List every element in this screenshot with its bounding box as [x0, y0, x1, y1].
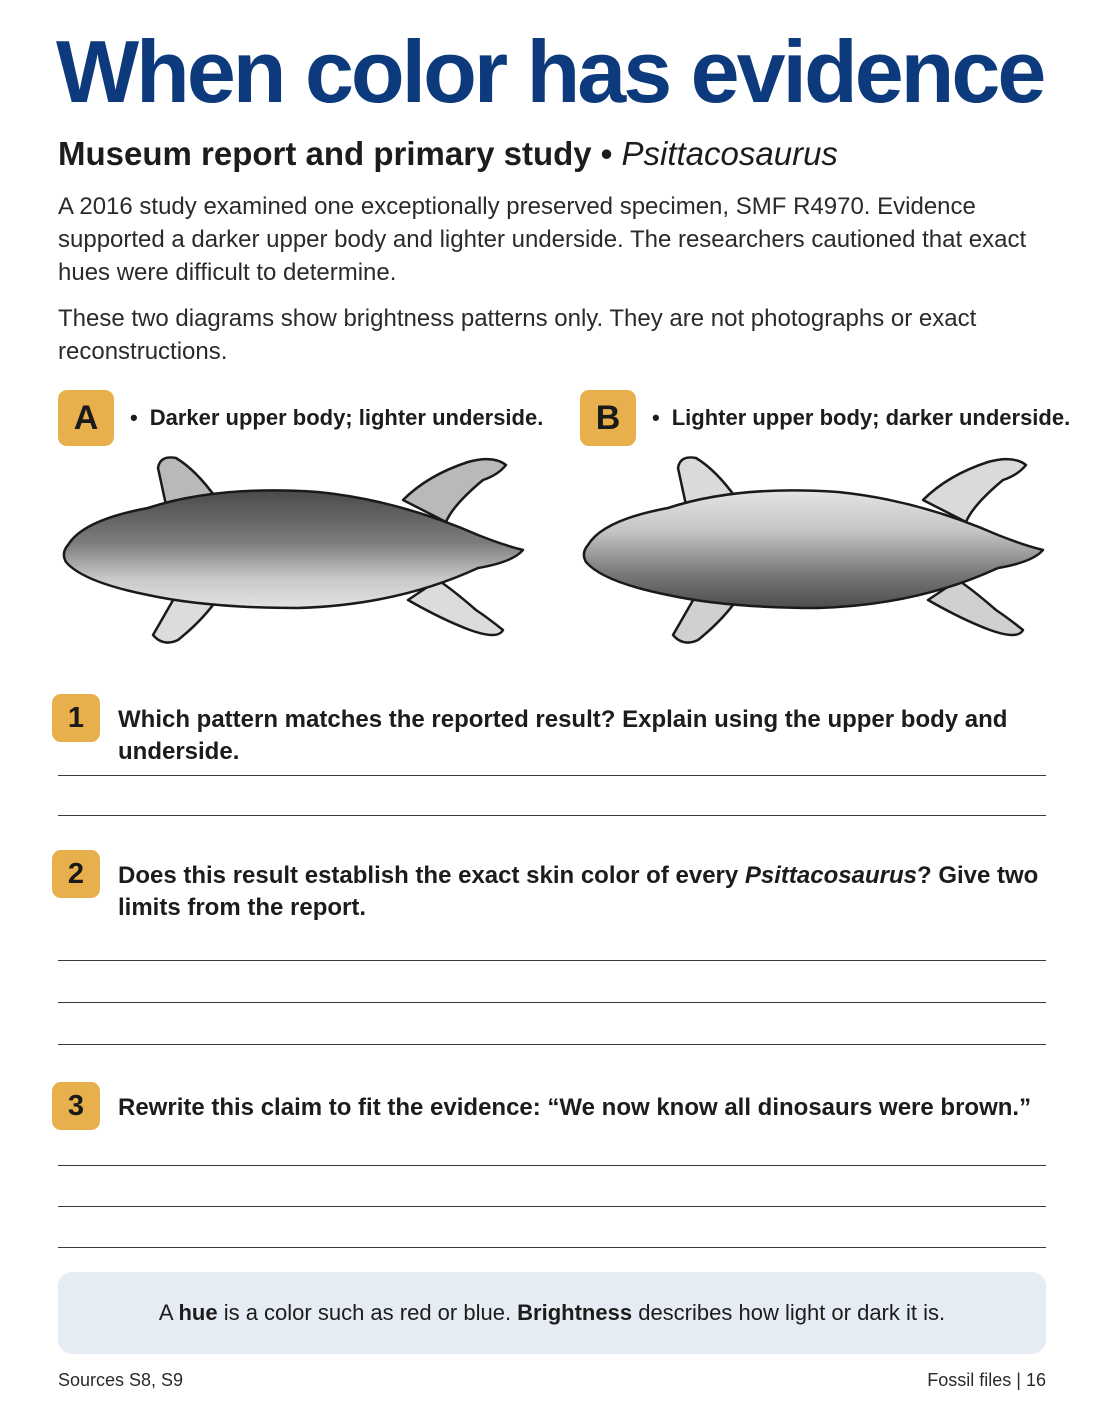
- option-b-badge: B: [580, 390, 636, 446]
- creature-silhouette-a: [64, 457, 523, 642]
- intro-paragraph-2: These two diagrams show brightness patterns only. They are not photographs or exact reconstructions.: [58, 305, 977, 365]
- option-a-label: [130, 405, 543, 431]
- diagram-b-dark-bottom: [578, 450, 1048, 650]
- answer-line[interactable]: [58, 1044, 1046, 1045]
- page-title: When color has evidence: [56, 22, 1044, 121]
- answer-line[interactable]: [58, 1247, 1046, 1248]
- answer-line[interactable]: [58, 1206, 1046, 1207]
- question-2-text: [118, 860, 1048, 924]
- page-subtitle: [58, 135, 838, 173]
- creature-silhouette-b: [584, 457, 1043, 642]
- subtitle-text: Museum report and primary study •: [58, 135, 622, 172]
- question-1-text: Which pattern matches the reported result? Explain using the upper body and underside.: [118, 706, 1008, 765]
- term-brightness: Brightness: [517, 1300, 633, 1325]
- diagram-a-dark-top: [58, 450, 528, 650]
- intro-paragraph-1: A 2016 study examined one exceptionally preserved specimen, SMF R4970. Evidence supported a darker upper body and lighter underside. The researchers cautioned that exact hues were difficult to determine.: [58, 193, 1027, 286]
- option-a-badge: A: [58, 390, 114, 446]
- callout-text: A hue is a color such as red or blue. Brightness describes how light or dark it is.: [158, 1300, 946, 1325]
- answer-line[interactable]: [58, 1165, 1046, 1166]
- footer-page-label: Fossil files | 16: [927, 1370, 1046, 1390]
- question-2-part: ? Give two limits from the report.: [118, 862, 1039, 921]
- option-b-label: [652, 405, 1070, 431]
- footer-sources: Sources S8, S9: [58, 1370, 184, 1390]
- answer-line[interactable]: [58, 960, 1046, 961]
- definition-callout: [58, 1272, 1046, 1354]
- bullet-icon: •: [130, 405, 138, 430]
- subtitle-taxon: Psittacosaurus: [621, 135, 838, 172]
- answer-line[interactable]: [58, 775, 1046, 776]
- answer-line[interactable]: [58, 1002, 1046, 1003]
- bullet-icon: •: [652, 405, 660, 430]
- question-3-badge: 3: [52, 1082, 100, 1130]
- option-a-text: Darker upper body; lighter underside.: [149, 405, 544, 430]
- question-2-taxon: Psittacosaurus: [744, 862, 917, 889]
- question-2-part: Does this result establish the exact skin color of every: [118, 862, 745, 889]
- answer-line[interactable]: [58, 815, 1046, 816]
- question-2-badge: 2: [52, 850, 100, 898]
- question-3-text: Rewrite this claim to fit the evidence: “We now know all dinosaurs were brown.”: [118, 1094, 1032, 1121]
- option-b-text: Lighter upper body; darker underside.: [671, 405, 1071, 430]
- question-1-badge: 1: [52, 694, 100, 742]
- term-hue: hue: [178, 1300, 218, 1325]
